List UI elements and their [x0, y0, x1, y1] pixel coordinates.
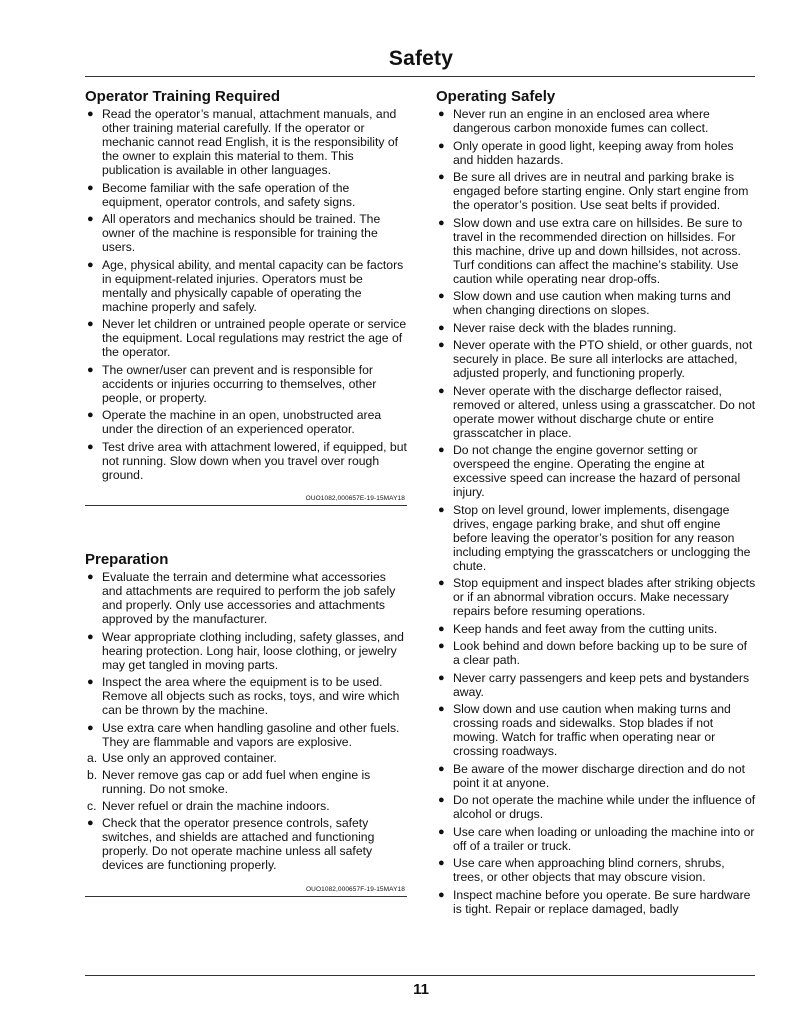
- bullet-icon: ●: [87, 108, 94, 120]
- bullet-text: Slow down and use caution when making turns and crossing roads and sidewalks. Stop blades if not mowing. Watch for traffic when operating near or crossing roadways.: [453, 702, 731, 758]
- bullet-text: Be aware of the mower discharge direction and do not point it at anyone.: [453, 761, 745, 790]
- bullet-icon: ●: [438, 503, 445, 516]
- bullet-text: Do not operate the machine while under the influence of alcohol or drugs.: [453, 793, 756, 821]
- bullet-item: [85, 181, 407, 209]
- bullet-item: [436, 888, 756, 916]
- bullet-text: Keep hands and feet away from the cutting units.: [453, 621, 718, 636]
- bullet-item: [436, 170, 756, 212]
- bullet-text: Inspect the area where the equipment is to be used. Remove all objects such as rocks, toys, and wire which can be thrown by the machine.: [102, 675, 400, 717]
- sub-item-letter: b.: [87, 768, 98, 782]
- bullet-item: [85, 212, 407, 254]
- bullet-text: Use care when loading or unloading the machine into or off of a trailer or truck.: [453, 824, 755, 853]
- operator-training-code: OUO1082,000657E-19-15MAY18: [305, 494, 405, 502]
- bullet-item: [85, 675, 407, 717]
- operating-safely-section: [436, 88, 756, 919]
- bullet-icon: ●: [87, 409, 94, 421]
- sub-item: [85, 799, 407, 813]
- bullet-icon: ●: [438, 825, 445, 838]
- bullet-item: [85, 570, 407, 626]
- bullet-text: Stop equipment and inspect blades after striking objects or if an abnormal vibration occurs. Make necessary repairs before resuming operations.: [453, 576, 756, 618]
- preparation-heading: Preparation: [85, 551, 169, 568]
- bullet-icon: ●: [438, 290, 445, 302]
- bullet-icon: ●: [438, 384, 445, 397]
- footer-rule: [85, 975, 755, 976]
- sub-item-letter: a.: [87, 751, 98, 765]
- bullet-item: [85, 258, 407, 314]
- preparation-list: [85, 570, 407, 749]
- bullet-text: Only operate in good light, keeping away from holes and hidden hazards.: [453, 138, 734, 167]
- sub-item: [85, 751, 407, 765]
- bullet-item: [436, 139, 756, 167]
- bullet-text: Use care when approaching blind corners, shrubs, trees, or other objects that may obscure vision.: [453, 856, 725, 884]
- bullet-icon: ●: [438, 139, 445, 152]
- preparation-sublist: [85, 751, 407, 813]
- bullet-item: [85, 317, 407, 359]
- bullet-icon: ●: [438, 622, 445, 635]
- header-rule: [85, 76, 755, 77]
- bullet-icon: ●: [438, 671, 445, 684]
- bullet-item: [436, 321, 756, 335]
- bullet-text: Be sure all drives are in neutral and parking brake is engaged before starting engine. Only start engine from the operator’s position. Use seat belts if provided.: [453, 170, 749, 212]
- bullet-text: Never raise deck with the blades running.: [453, 320, 677, 335]
- bullet-item: [436, 702, 756, 758]
- bullet-icon: ●: [438, 108, 445, 120]
- bullet-item: [436, 639, 756, 667]
- bullet-item: [85, 816, 407, 872]
- bullet-icon: ●: [438, 216, 445, 229]
- operating-safely-list: [436, 107, 756, 916]
- bullet-text: Use extra care when handling gasoline and other fuels. They are flammable and vapors are explosive.: [102, 720, 400, 749]
- operator-training-section: [85, 88, 407, 506]
- bullet-item: [436, 856, 756, 884]
- bullet-icon: ●: [438, 888, 445, 901]
- sub-item-letter: c.: [87, 799, 97, 813]
- bullet-item: [436, 443, 756, 499]
- bullet-text: Slow down and use caution when making turns and when changing directions on slopes.: [453, 289, 731, 317]
- bullet-icon: ●: [87, 571, 94, 583]
- bullet-item: [436, 503, 756, 573]
- bullet-icon: ●: [87, 817, 94, 829]
- bullet-item: [436, 671, 756, 699]
- bullet-icon: ●: [87, 630, 94, 643]
- bullet-icon: ●: [87, 363, 94, 376]
- bullet-text: Become familiar with the safe operation of the equipment, operator controls, and safety signs.: [102, 180, 356, 209]
- bullet-item: [436, 338, 756, 380]
- bullet-icon: ●: [87, 440, 94, 453]
- bullet-text: Operate the machine in an open, unobstructed area under the direction of an experienced operator.: [102, 408, 382, 436]
- sub-item-text: Use only an approved container.: [102, 751, 277, 765]
- bullet-icon: ●: [438, 577, 445, 589]
- bullet-item: [436, 825, 756, 853]
- bullet-icon: ●: [87, 181, 94, 194]
- bullet-text: Read the operator’s manual, attachment manuals, and other training material carefully. If the operator or mechanic cannot read English, it is the responsibility of the owner to explain this material to them. This publication is available in other languages.: [102, 107, 399, 177]
- section-rule: [85, 505, 407, 506]
- bullet-icon: ●: [438, 444, 445, 456]
- bullet-icon: ●: [438, 857, 445, 869]
- operator-training-list: [85, 107, 407, 482]
- sub-item-text: Never refuel or drain the machine indoors.: [102, 799, 330, 813]
- bullet-text: Never operate with the discharge deflector raised, removed or altered, unless using a grasscatcher. Do not operate mower without discharge chute or entire grasscatcher in place.: [453, 383, 756, 440]
- bullet-item: [85, 721, 407, 749]
- bullet-item: [436, 107, 756, 135]
- bullet-icon: ●: [438, 640, 445, 652]
- bullet-icon: ●: [438, 171, 445, 183]
- bullet-icon: ●: [87, 676, 94, 688]
- bullet-text: Never operate with the PTO shield, or other guards, not securely in place. Be sure all interlocks are attached, adjusted properly, and functioning properly.: [453, 338, 753, 380]
- preparation-code: OUO1082,000657F-19-15MAY18: [306, 886, 405, 893]
- bullet-item: [436, 216, 756, 286]
- sub-item: [85, 768, 407, 796]
- bullet-text: Check that the operator presence controls, safety switches, and shields are attached and functioning properly. Do not operate machine unless all safety devices are functioning properly.: [102, 816, 375, 872]
- bullet-text: Look behind and down before backing up to be sure of a clear path.: [453, 639, 748, 667]
- bullet-icon: ●: [438, 794, 445, 806]
- bullet-icon: ●: [87, 213, 94, 225]
- bullet-text: Evaluate the terrain and determine what accessories and attachments are required to perform the job safely and properly. Only use accessories and attachments approved by the manufacturer.: [102, 570, 396, 626]
- bullet-item: [85, 363, 407, 405]
- operator-training-heading: Operator Training Required: [85, 88, 281, 105]
- bullet-text: Inspect machine before you operate. Be sure hardware is tight. Repair or replace damaged, badly: [453, 887, 751, 916]
- preparation-list-continued: [85, 816, 407, 872]
- bullet-text: Never let children or untrained people operate or service the equipment. Local regulations may restrict the age of the operator.: [102, 317, 407, 359]
- bullet-icon: ●: [438, 703, 445, 715]
- bullet-icon: ●: [87, 318, 94, 330]
- page-number: 11: [413, 981, 429, 998]
- bullet-icon: ●: [438, 762, 445, 775]
- bullet-icon: ●: [438, 321, 445, 334]
- bullet-item: [436, 576, 756, 618]
- bullet-text: Slow down and use extra care on hillsides. Be sure to travel in the recommended direction on hillsides. For this machine, drive up and down hillsides, not across. Turf conditions can affect the machine’s stability. Use caution while operating near drop-offs.: [453, 215, 743, 286]
- bullet-text: Test drive area with attachment lowered, if equipped, but not running. Slow down when you travel over rough ground.: [102, 439, 407, 482]
- bullet-text: The owner/user can prevent and is responsible for accidents or injuries occurring to themselves, other people, or property.: [102, 362, 377, 405]
- bullet-text: Age, physical ability, and mental capacity can be factors in equipment-related injuries. Operators must be mentally and physically capable of operating the machine properly and safely.: [102, 257, 404, 314]
- page-title: Safety: [388, 47, 454, 70]
- bullet-item: [436, 622, 756, 636]
- operating-safely-heading: Operating Safely: [436, 88, 556, 105]
- bullet-text: Wear appropriate clothing including, safety glasses, and hearing protection. Long hair, loose clothing, or jewelry may get tangled in moving parts.: [102, 629, 404, 672]
- bullet-text: Never carry passengers and keep pets and bystanders away.: [453, 670, 750, 699]
- bullet-text: Never run an engine in an enclosed area where dangerous carbon monoxide fumes can collect.: [453, 107, 710, 135]
- bullet-item: [85, 408, 407, 436]
- bullet-icon: ●: [438, 339, 445, 351]
- bullet-item: [85, 107, 407, 177]
- section-rule: [85, 896, 407, 897]
- bullet-item: [85, 630, 407, 672]
- bullet-icon: ●: [87, 258, 94, 271]
- bullet-item: [85, 440, 407, 482]
- bullet-text: Stop on level ground, lower implements, disengage drives, engage parking brake, and shut off engine before leaving the operator’s position for any reason including emptying the grasscatchers or unclogging the chute.: [453, 502, 751, 573]
- bullet-item: [436, 384, 756, 440]
- sub-item-text: Never remove gas cap or add fuel when engine is running. Do not smoke.: [102, 768, 371, 796]
- bullet-text: Do not change the engine governor setting or overspeed the engine. Operating the engine at excessive speed can increase the hazard of personal injury.: [453, 443, 741, 499]
- bullet-item: [436, 793, 756, 821]
- bullet-icon: ●: [87, 721, 94, 734]
- bullet-item: [436, 289, 756, 317]
- bullet-item: [436, 762, 756, 790]
- bullet-text: All operators and mechanics should be trained. The owner of the machine is responsible for training the users.: [102, 212, 381, 254]
- preparation-section: [85, 551, 407, 897]
